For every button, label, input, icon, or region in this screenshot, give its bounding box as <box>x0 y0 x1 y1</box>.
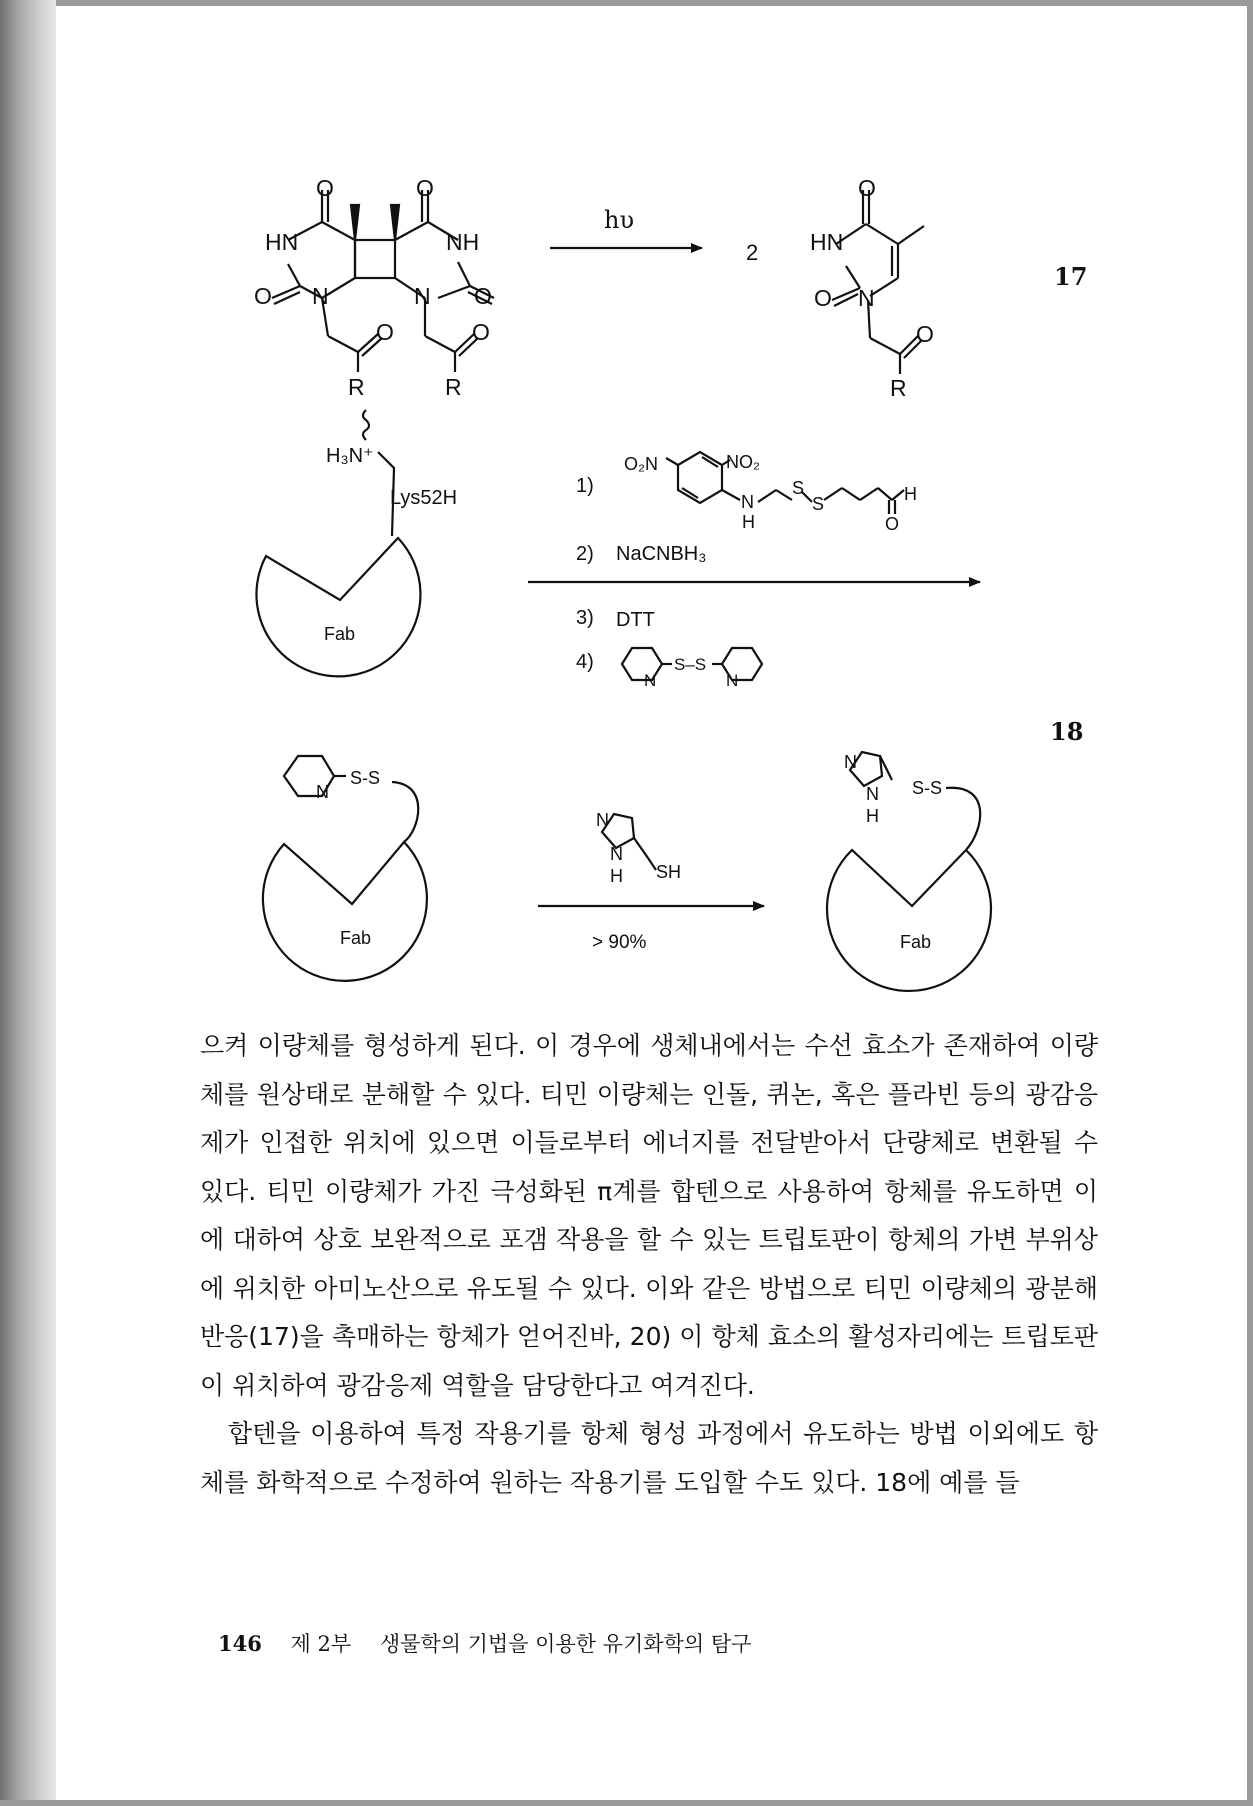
imidazole-h-label: H <box>866 806 879 826</box>
sulfur-2-label: S <box>812 494 825 514</box>
aldehyde-h-label: H <box>904 484 917 504</box>
thymine-dimer-atoms <box>254 175 492 400</box>
lys-residue-label: Lys52H <box>390 487 458 509</box>
step-4-label: 4) <box>576 651 594 673</box>
fab-label: Fab <box>900 932 932 952</box>
atom-R: R <box>890 375 907 401</box>
atom-R: R <box>348 374 365 400</box>
imidazole-n-label: N <box>596 810 609 830</box>
atom-R: R <box>445 374 462 400</box>
atom-O: O <box>916 321 934 347</box>
atom-O: O <box>472 319 490 345</box>
imidazole-nh-label: N <box>866 784 879 804</box>
coefficient: 2 <box>746 240 759 265</box>
nacnbh3-label: NaCNBH₃ <box>616 543 707 565</box>
thiol-label: SH <box>656 862 682 882</box>
atom-HN: HN <box>810 229 844 255</box>
atom-O: O <box>814 285 832 311</box>
atom-O: O <box>416 175 434 201</box>
yield-label: > 90% <box>592 932 647 953</box>
paragraph-2: 합텐을 이용하여 특정 작용기를 항체 형성 과정에서 유도하는 방법 이외에도 항체를 화학적으로 수정하여 원하는 작용기를 도입할 수도 있다. 18에 예를 들 <box>200 1419 1098 1497</box>
pyridine-n-label: N <box>644 671 657 690</box>
atom-NH: NH <box>446 229 480 255</box>
book-title: 생물학의 기법을 이용한 유기화학의 탐구 <box>379 1632 752 1656</box>
step-2-label: 2) <box>576 543 594 565</box>
page-footer <box>218 1628 751 1658</box>
imidazole-nh-label: N <box>610 844 623 864</box>
imidazole-n-label: N <box>844 752 857 772</box>
reagent-hv: hυ <box>604 206 635 234</box>
pyridine-n-label: N <box>316 782 329 802</box>
compound-label-18: 18 <box>1050 717 1084 746</box>
amine-n-label: N <box>741 492 754 512</box>
atom-N: N <box>414 283 431 309</box>
dnp-linker-structure <box>666 452 904 514</box>
sulfur-1-label: S <box>792 478 805 498</box>
atom-N: N <box>858 285 875 311</box>
disulfide-label: S-S <box>912 778 943 798</box>
o2n-label: O₂N <box>624 454 658 474</box>
fab-label: Fab <box>324 624 356 644</box>
atom-O: O <box>316 175 334 201</box>
disulfide-label: S-S <box>350 768 381 788</box>
fab-pacman-3 <box>827 752 991 991</box>
thymine-monomer-atoms <box>810 175 934 401</box>
atom-O: O <box>376 319 394 345</box>
atom-O: O <box>474 283 492 309</box>
pyridine-n-label: N <box>726 671 739 690</box>
no2-label: NO₂ <box>726 452 760 472</box>
body-text <box>200 1022 1098 1507</box>
atom-O: O <box>858 175 876 201</box>
atom-N: N <box>312 283 329 309</box>
aldehyde-o-label: O <box>885 514 900 534</box>
histidine-thiol-atoms <box>596 810 681 886</box>
thymine-monomer-structure <box>832 190 924 374</box>
compound-label-17: 17 <box>1054 262 1088 291</box>
amine-h-label: H <box>742 512 755 532</box>
atom-HN: HN <box>265 229 299 255</box>
scheme2-reagent-text <box>576 452 917 673</box>
paragraph-1: 으켜 이량체를 형성하게 된다. 이 경우에 생체내에서는 수선 효소가 존재하여 이량체를 원상태로 분해할 수 있다. 티민 이량체는 인돌, 퀴논, 혹은 플라빈 등의 광감응제가 인접한 위치에 있으면 이들로부터 에너지를 전달받아서 단량체로 변환될 수 있다. 티민 이량체가 가진 극성화된 π계를 합텐으로 사용하여 항체를 유도하면 이에 대하여 상호 보완적으로 포갬 작용을 할 수 있는 트립토판이 항체의 가변 부위상에 위치한 아미노산으로 유도될 수 있다. 이와 같은 방법으로 티민 이량체의 광분해 반응(17)을 촉매하는 항체가 얻어진바, 20) 이 항체 효소의 활성자리에는 트립토판이 위치하여 광감응제 역할을 담당한다고 여겨진다. <box>200 1031 1098 1400</box>
step-3-label: 3) <box>576 607 594 629</box>
page-number: 146 <box>218 1631 262 1656</box>
amine-label: H₃N⁺ <box>326 445 374 467</box>
imidazole-h-label: H <box>610 866 623 886</box>
disulfide-label: S–S <box>674 655 707 674</box>
dtt-label: DTT <box>616 609 655 631</box>
fab-label: Fab <box>340 928 372 948</box>
part-label: 제 2부 <box>290 1632 352 1656</box>
atom-O: O <box>254 283 272 309</box>
step-1-label: 1) <box>576 475 594 497</box>
